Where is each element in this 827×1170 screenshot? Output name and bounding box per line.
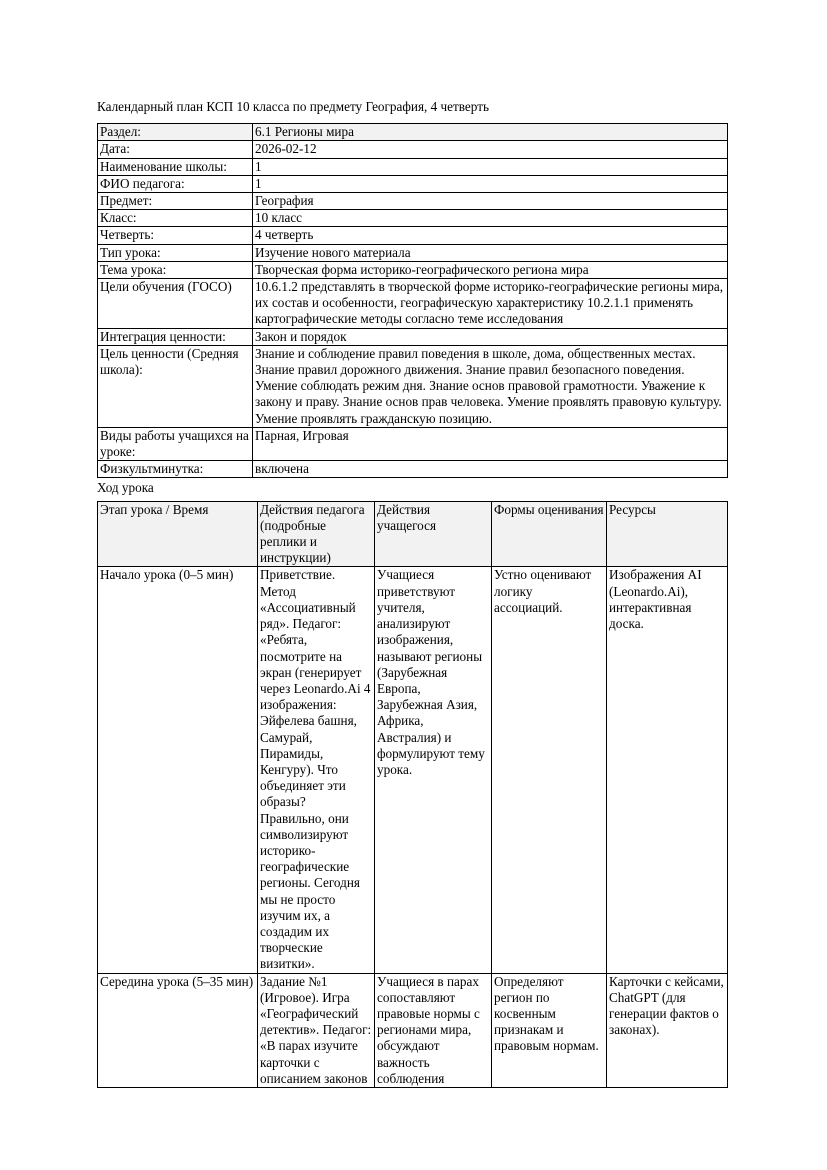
info-row-school xyxy=(98,158,728,175)
info-row-class xyxy=(98,210,728,227)
info-label: Цели обучения (ГОСО) xyxy=(98,279,253,329)
info-value: 10.6.1.2 представлять в творческой форме историко-географические регионы мира, их состав и особенности, географическую характеристику 10.2.1.1 применять картографические методы согласно теме исследования xyxy=(253,279,728,329)
info-row-goals xyxy=(98,279,728,329)
info-label: Тип урока: xyxy=(98,244,253,261)
column-header-assessment: Формы оценивания xyxy=(492,501,607,567)
info-row-work-types xyxy=(98,427,728,460)
info-row-subject xyxy=(98,193,728,210)
info-value: Парная, Игровая xyxy=(253,427,728,460)
lesson-row-middle xyxy=(98,973,728,1087)
info-row-teacher xyxy=(98,175,728,192)
info-label: ФИО педагога: xyxy=(98,175,253,192)
column-header-student-actions: Действия учащегося xyxy=(375,501,492,567)
stage-cell: Середина урока (5–35 мин) xyxy=(98,973,258,1087)
info-value: 6.1 Регионы мира xyxy=(253,124,728,141)
info-label: Интеграция ценности: xyxy=(98,328,253,345)
lesson-flow-table xyxy=(97,501,728,1088)
assessment-cell: Устно оценивают логику ассоциаций. xyxy=(492,567,607,973)
info-value: включена xyxy=(253,461,728,478)
info-label: Четверть: xyxy=(98,227,253,244)
info-value: Закон и порядок xyxy=(253,328,728,345)
document-title: Календарный план КСП 10 класса по предмету География, 4 четверть xyxy=(97,99,489,114)
info-value: 4 четверть xyxy=(253,227,728,244)
info-label: Дата: xyxy=(98,141,253,158)
info-row-lesson-theme xyxy=(98,261,728,278)
lesson-table-header-row xyxy=(98,501,728,567)
info-label: Предмет: xyxy=(98,193,253,210)
info-label: Раздел: xyxy=(98,124,253,141)
info-label: Физкультминутка: xyxy=(98,461,253,478)
teacher-actions-cell: Задание №1 (Игровое). Игра «Географический детектив». Педагог: «В парах изучите карточки с описанием законов xyxy=(258,973,375,1087)
info-value: 2026-02-12 xyxy=(253,141,728,158)
info-value: Творческая форма историко-географического региона мира xyxy=(253,261,728,278)
section-heading: Ход урока xyxy=(97,480,154,496)
info-row-lesson-type xyxy=(98,244,728,261)
student-actions-cell: Учащиеся в парах сопоставляют правовые нормы с регионами мира, обсуждают важность соблюдения xyxy=(375,973,492,1087)
info-label: Наименование школы: xyxy=(98,158,253,175)
info-row-fizkultminutka xyxy=(98,461,728,478)
info-row-quarter xyxy=(98,227,728,244)
info-value: 10 класс xyxy=(253,210,728,227)
info-label: Цель ценности (Средняя школа): xyxy=(98,345,253,427)
column-header-stage: Этап урока / Время xyxy=(98,501,258,567)
info-value: 1 xyxy=(253,158,728,175)
stage-cell: Начало урока (0–5 мин) xyxy=(98,567,258,973)
info-row-value-goal xyxy=(98,345,728,427)
info-value: Знание и соблюдение правил поведения в школе, дома, общественных местах. Знание правил дорожного движения. Знание правил безопасного поведения. Умение соблюдать режим дня. Знание основ правовой грамотности. Уважение к закону и праву. Знание основ прав человека. Умение проявлять правовую культуру. Умение проявлять гражданскую позицию. xyxy=(253,345,728,427)
info-label: Виды работы учащихся на уроке: xyxy=(98,427,253,460)
info-value: 1 xyxy=(253,175,728,192)
student-actions-cell: Учащиеся приветствуют учителя, анализируют изображения, называют регионы (Зарубежная Европа, Зарубежная Азия, Африка, Австралия) и формулируют тему урока. xyxy=(375,567,492,973)
column-header-resources: Ресурсы xyxy=(607,501,728,567)
info-row-values-integration xyxy=(98,328,728,345)
info-row-razdel xyxy=(98,124,728,141)
info-value: Изучение нового материала xyxy=(253,244,728,261)
document-content xyxy=(97,99,727,1088)
info-label: Тема урока: xyxy=(98,261,253,278)
info-value: География xyxy=(253,193,728,210)
info-row-data xyxy=(98,141,728,158)
teacher-actions-cell: Приветствие. Метод «Ассоциативный ряд». Педагог: «Ребята, посмотрите на экран (генерирует через Leonardo.Ai 4 изображения: Эйфелева башня, Самурай, Пирамиды, Кенгуру). Что объединяет эти образы? Правильно, они символизируют историко-географические регионы. Сегодня мы не просто изучим их, а создадим их творческие визитки». xyxy=(258,567,375,973)
lesson-info-table xyxy=(97,123,728,478)
column-header-teacher-actions: Действия педагога (подробные реплики и инструкции) xyxy=(258,501,375,567)
lesson-row-start xyxy=(98,567,728,973)
resources-cell: Карточки с кейсами, ChatGPT (для генерации фактов о законах). xyxy=(607,973,728,1087)
assessment-cell: Определяют регион по косвенным признакам и правовым нормам. xyxy=(492,973,607,1087)
resources-cell: Изображения AI (Leonardo.Ai), интерактивная доска. xyxy=(607,567,728,973)
info-label: Класс: xyxy=(98,210,253,227)
